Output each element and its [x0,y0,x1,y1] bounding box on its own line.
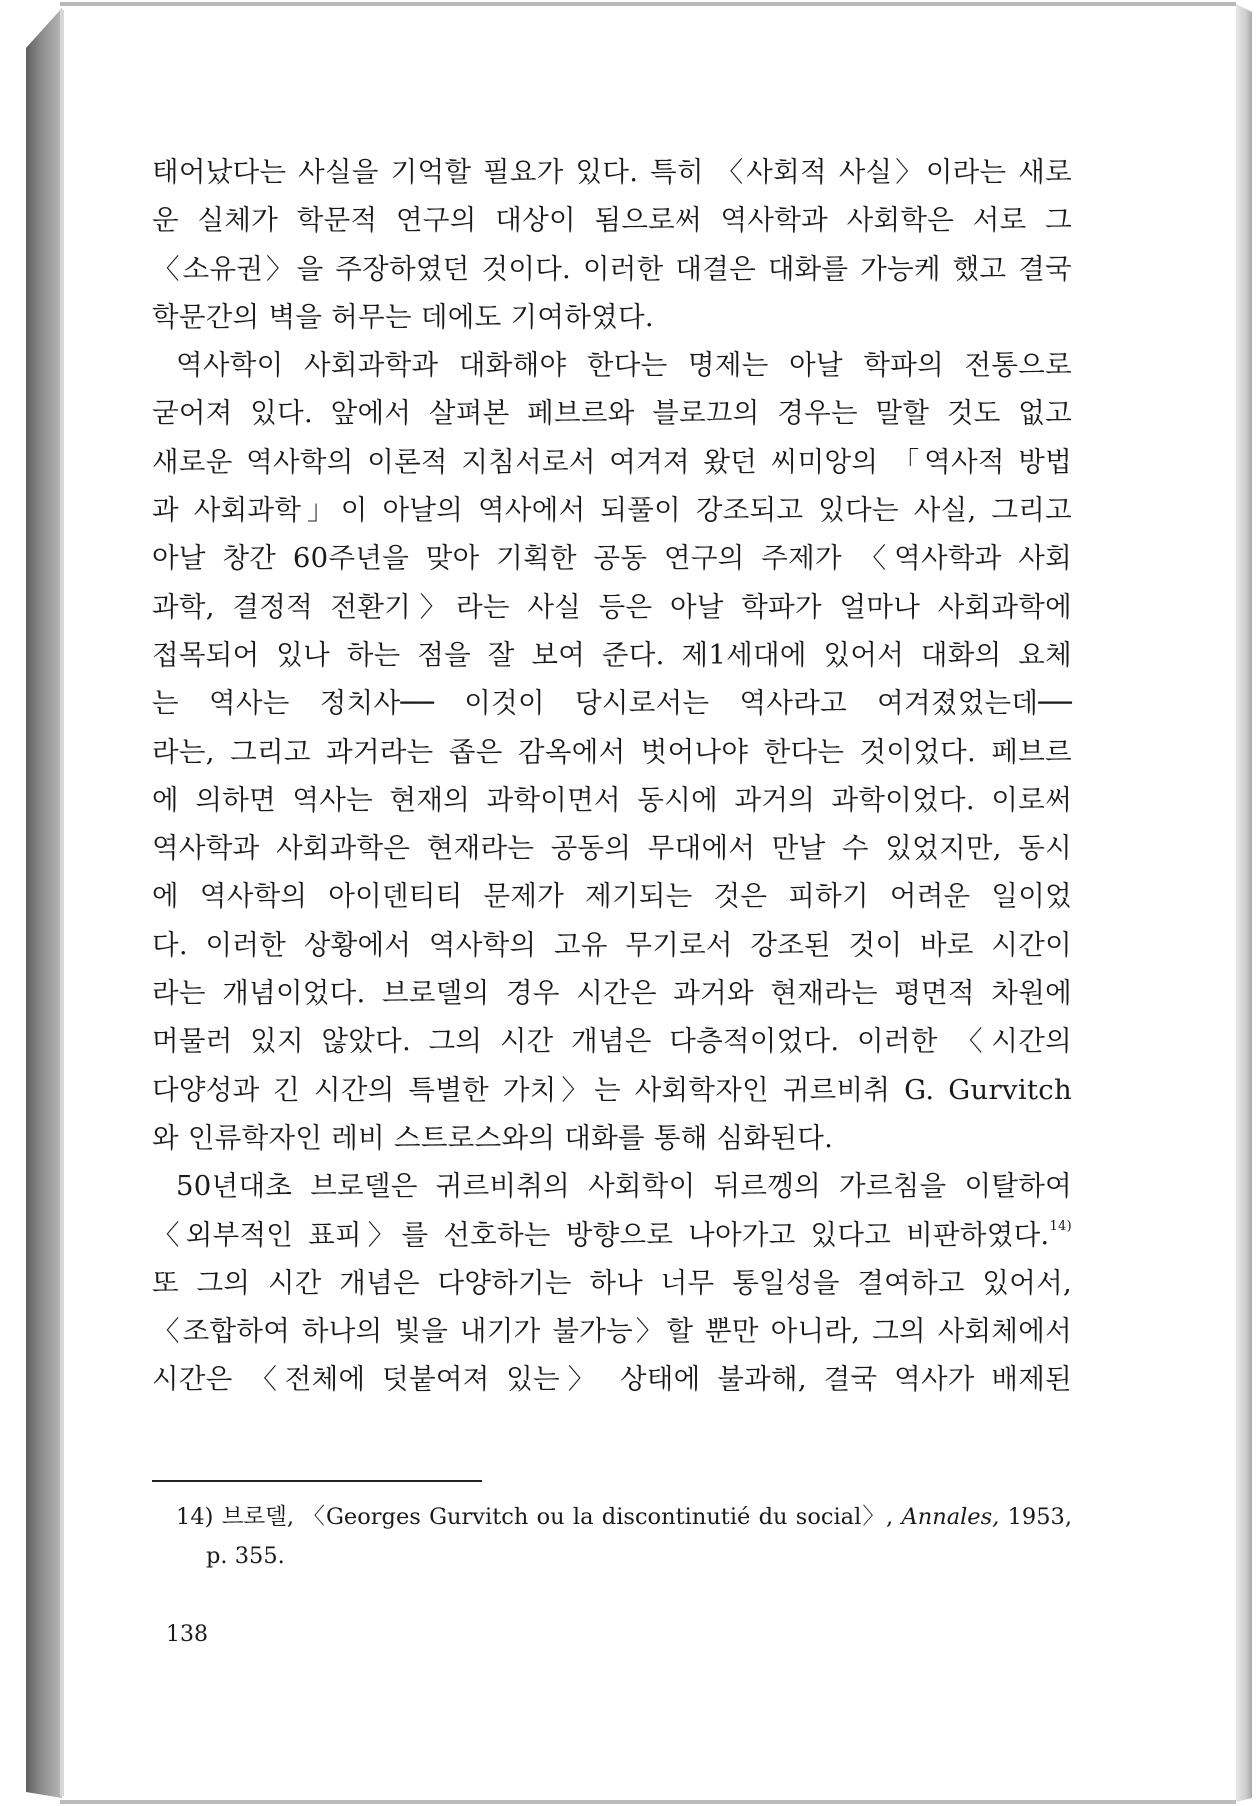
footnote-author: 브로델, [221,1504,295,1530]
text-line-content: 〈외부적인 표피〉를 선호하는 방향으로 나아가고 있다고 비판하였다. [152,1218,1050,1251]
page-bottom-edge [60,1800,1236,1804]
text-line: 〈소유권〉을 주장하였던 것이다. 이러한 대결은 대화를 가능케 했고 결국 [152,252,1072,285]
text-line: 머물러 있지 않았다. 그의 시간 개념은 다층적이었다. 이러한 〈시간의 [152,1025,1072,1058]
text-line: 〈조합하여 하나의 빛을 내기가 불가능〉할 뿐만 아니라, 그의 사회체에서 [152,1315,1072,1348]
footnote-line [176,1498,1072,1537]
text-line: 아날 창간 60주년을 맞아 기획한 공동 연구의 주제가 〈역사학과 사회 [152,542,1072,575]
footnote-page: p. 355. [206,1543,285,1569]
text-line: 과학, 결정적 전환기〉라는 사실 등은 아날 학파가 얼마나 사회과학에 [152,590,1072,623]
footnote-title: 〈Georges Gurvitch ou la discontinutié du social〉, [302,1504,894,1530]
text-line: 에 의하면 역사는 현재의 과학이면서 동시에 과거의 과학이었다. 이로써 [152,783,1072,816]
footnote-journal: Annales, [901,1504,1000,1530]
body-text [152,148,1072,1404]
text-line: 운 실체가 학문적 연구의 대상이 됨으로써 역사학과 사회학은 서로 그 [152,204,1072,237]
text-line: 굳어져 있다. 앞에서 살펴본 페브르와 블로끄의 경우는 말할 것도 없고 [152,397,1072,430]
text-line: 태어났다는 사실을 기억할 필요가 있다. 특히 〈사회적 사실〉이라는 새로 [152,156,1072,188]
book-spine [26,8,62,1798]
text-line: 라는, 그리고 과거라는 좁은 감옥에서 벗어나야 한다는 것이었다. 페브르 [152,735,1072,768]
text-line: 접목되어 있나 하는 점을 잘 보여 준다. 제1세대에 있어서 대화의 요체 [152,638,1072,671]
text-line: 와 인류학자인 레비 스트로스와의 대화를 통해 심화된다. [152,1121,834,1154]
text-line: 에 역사학의 아이덴티티 문제가 제기되는 것은 피하기 어려운 일이었 [152,880,1072,913]
text-line: 과 사회과학」이 아날의 역사에서 되풀이 강조되고 있다는 사실, 그리고 [152,494,1072,527]
text-line: 50년대초 브로델은 귀르비취의 사회학이 뒤르껭의 가르침을 이탈하여 [176,1170,1072,1203]
text-line: 학문간의 벽을 허무는 데에도 기여하였다. [152,300,654,333]
text-line: 다. 이러한 상황에서 역사학의 고유 무기로서 강조된 것이 바로 시간이 [152,928,1072,961]
page-number: 138 [166,1622,208,1647]
footnote-number: 14) [176,1504,214,1530]
text-line: 다양성과 긴 시간의 특별한 가치〉는 사회학자인 귀르비취 G. Gurvitch [152,1073,1072,1106]
text-line: 시간은 〈전체에 덧붙여져 있는〉 상태에 불과해, 결국 역사가 배제된 [152,1363,1072,1396]
text-line: 역사학과 사회과학은 현재라는 공동의 무대에서 만날 수 있었지만, 동시 [152,832,1072,865]
text-line: 는 역사는 정치사── 이것이 당시로서는 역사라고 여겨졌었는데── [152,687,1072,720]
text-line: 또 그의 시간 개념은 다양하기는 하나 너무 통일성을 결여하고 있어서, [152,1266,1072,1299]
footnote-year: 1953, [1007,1504,1073,1530]
footnote-reference: 14) [1049,1218,1072,1234]
footnote-divider [152,1480,482,1482]
text-line: 새로운 역사학의 이론적 지침서로서 여겨져 왔던 씨미앙의 「역사적 방법 [152,445,1072,478]
text-line-with-footnote-ref [152,1211,1072,1259]
footnote [176,1498,1072,1576]
text-line: 라는 개념이었다. 브로델의 경우 시간은 과거와 현재라는 평면적 차원에 [152,977,1072,1010]
text-line: 역사학이 사회과학과 대화해야 한다는 명제는 아날 학파의 전통으로 [176,349,1072,382]
page-right-edge [1236,4,1252,1802]
